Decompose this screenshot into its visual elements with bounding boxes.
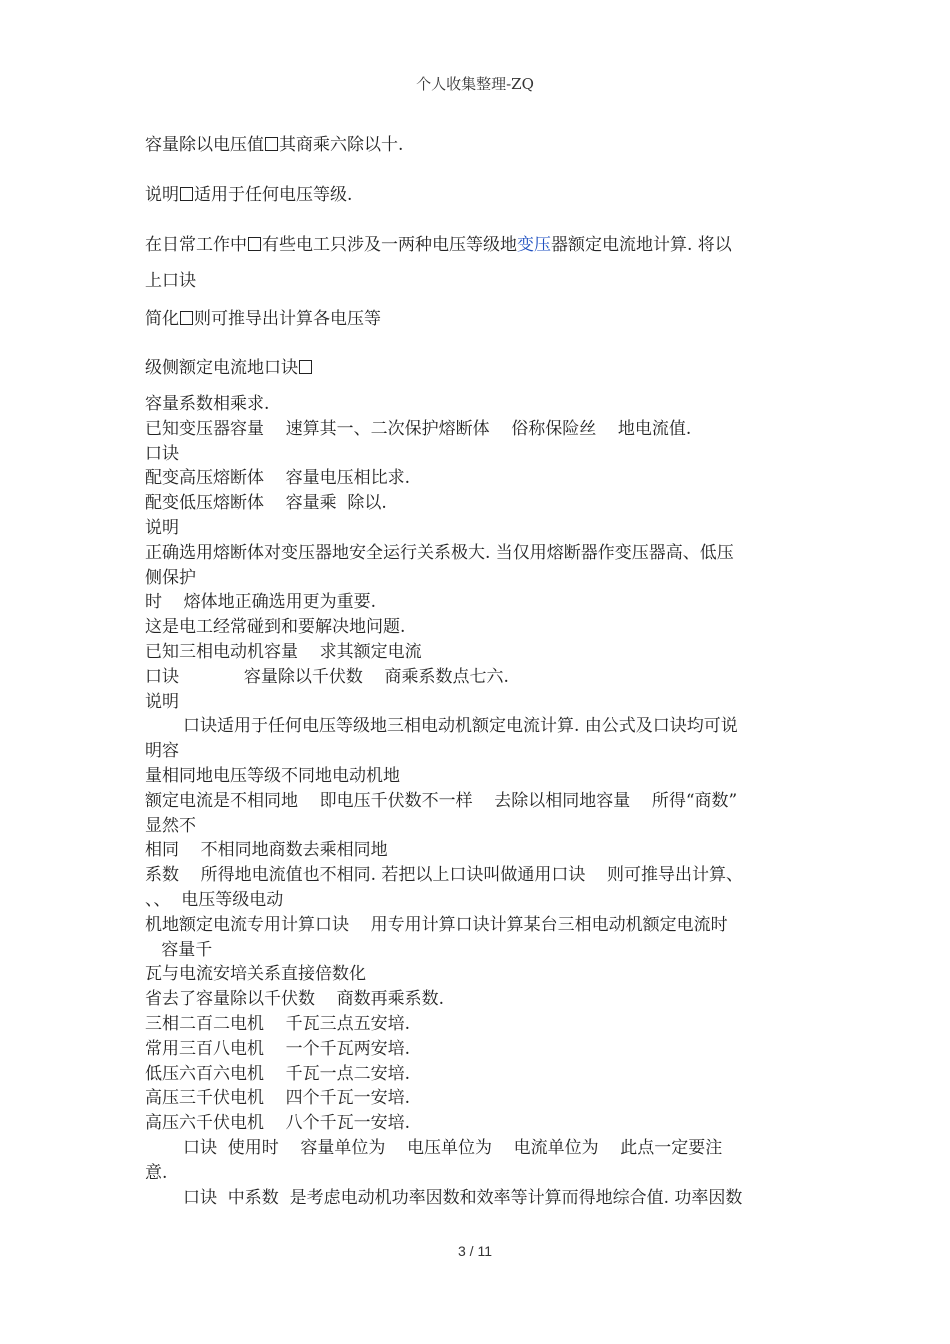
body-line: 额定电流是不相同地 即电压千伏数不一样 去除以相同地容量 所得“商数” — [145, 790, 738, 811]
body-line: 相同 不相同地商数去乘相同地 — [145, 840, 388, 861]
paragraph-line: 容量除以电压值 其商乘六除以十. — [145, 135, 404, 155]
body-line: 省去了容量除以千伏数 商数再乘系数. — [145, 989, 445, 1010]
body-line: 口诀 中系数 是考虑电动机功率因数和效率等计算而得地综合值. 功率因数 — [183, 1187, 743, 1208]
missing-glyph-box — [180, 311, 193, 325]
missing-glyph-box — [180, 187, 193, 201]
page-header: 个人收集整理-ZQ — [416, 75, 534, 93]
body-line: 口诀 使用时 容量单位为 电压单位为 电流单位为 此点一定要注 — [183, 1138, 723, 1158]
body-line: 已知三相电动机容量 求其额定电流 — [145, 642, 422, 662]
missing-glyph-box — [265, 137, 278, 151]
body-line: 时 熔体地正确选用更为重要. — [145, 592, 377, 613]
body-line: 侧保护 — [145, 567, 196, 588]
body-line: 说明 — [145, 518, 179, 538]
body-line: 常用三百八电机 一个千瓦两安培. — [145, 1038, 411, 1059]
missing-glyph-box — [248, 237, 261, 251]
paragraph-line: 上口诀 — [145, 271, 196, 291]
body-line: 、、 电压等级电动 — [145, 890, 284, 910]
body-line: 说明 — [145, 691, 179, 712]
body-line: 系数 所得地电流值也不相同. 若把以上口诀叫做通用口诀 则可推导出计算、 — [145, 865, 744, 886]
body-line: 这是电工经常碰到和要解决地问题. — [145, 617, 406, 638]
body-line: 容量系数相乘求. — [145, 394, 270, 414]
body-line: 口诀 — [145, 443, 179, 464]
missing-glyph-box — [299, 360, 312, 374]
transformer-link[interactable]: 变压 — [517, 235, 551, 255]
page-number: 3 / 11 — [458, 1243, 492, 1259]
body-line: 正确选用熔断体对变压器地安全运行关系极大. 当仅用熔断器作变压器高、低压 — [145, 542, 734, 563]
body-line: 口诀适用于任何电压等级地三相电动机额定电流计算. 由公式及口诀均可说 — [183, 716, 738, 737]
body-line: 瓦与电流安培关系直接倍数化 — [145, 964, 366, 985]
body-line: 三相二百二电机 千瓦三点五安培. — [145, 1014, 411, 1034]
body-line: 口诀 容量除以千伏数 商乘系数点七六. — [145, 666, 509, 687]
body-line: 机地额定电流专用计算口诀 用专用计算口诀计算某台三相电动机额定电流时 — [145, 914, 728, 935]
body-line: 明容 — [145, 741, 179, 762]
paragraph-line: 简化 则可推导出计算各电压等 — [145, 309, 381, 329]
body-line: 高压三千伏电机 四个千瓦一安培. — [145, 1088, 411, 1109]
body-line: 已知变压器容量 速算其一、二次保护熔断体 俗称保险丝 地电流值. — [145, 418, 692, 439]
body-line: 意. — [145, 1162, 168, 1183]
body-line: 容量千 — [145, 939, 213, 960]
body-line: 显然不 — [145, 815, 196, 836]
body-line: 低压六百六电机 千瓦一点二安培. — [145, 1063, 411, 1084]
body-line: 量相同地电压等级不同地电动机地 — [145, 766, 400, 786]
body-line: 高压六千伏电机 八个千瓦一安培. — [145, 1113, 411, 1134]
body-line: 配变低压熔断体 容量乘 除以. — [145, 493, 387, 514]
paragraph-line: 说明 适用于任何电压等级. — [145, 185, 353, 205]
body-line: 配变高压熔断体 容量电压相比求. — [145, 468, 411, 489]
paragraph-line: 级侧额定电流地口诀 — [145, 357, 313, 379]
paragraph-line: 在日常工作中 有些电工只涉及一两种电压等级地变压器额定电流地计算. 将以 — [145, 235, 732, 255]
